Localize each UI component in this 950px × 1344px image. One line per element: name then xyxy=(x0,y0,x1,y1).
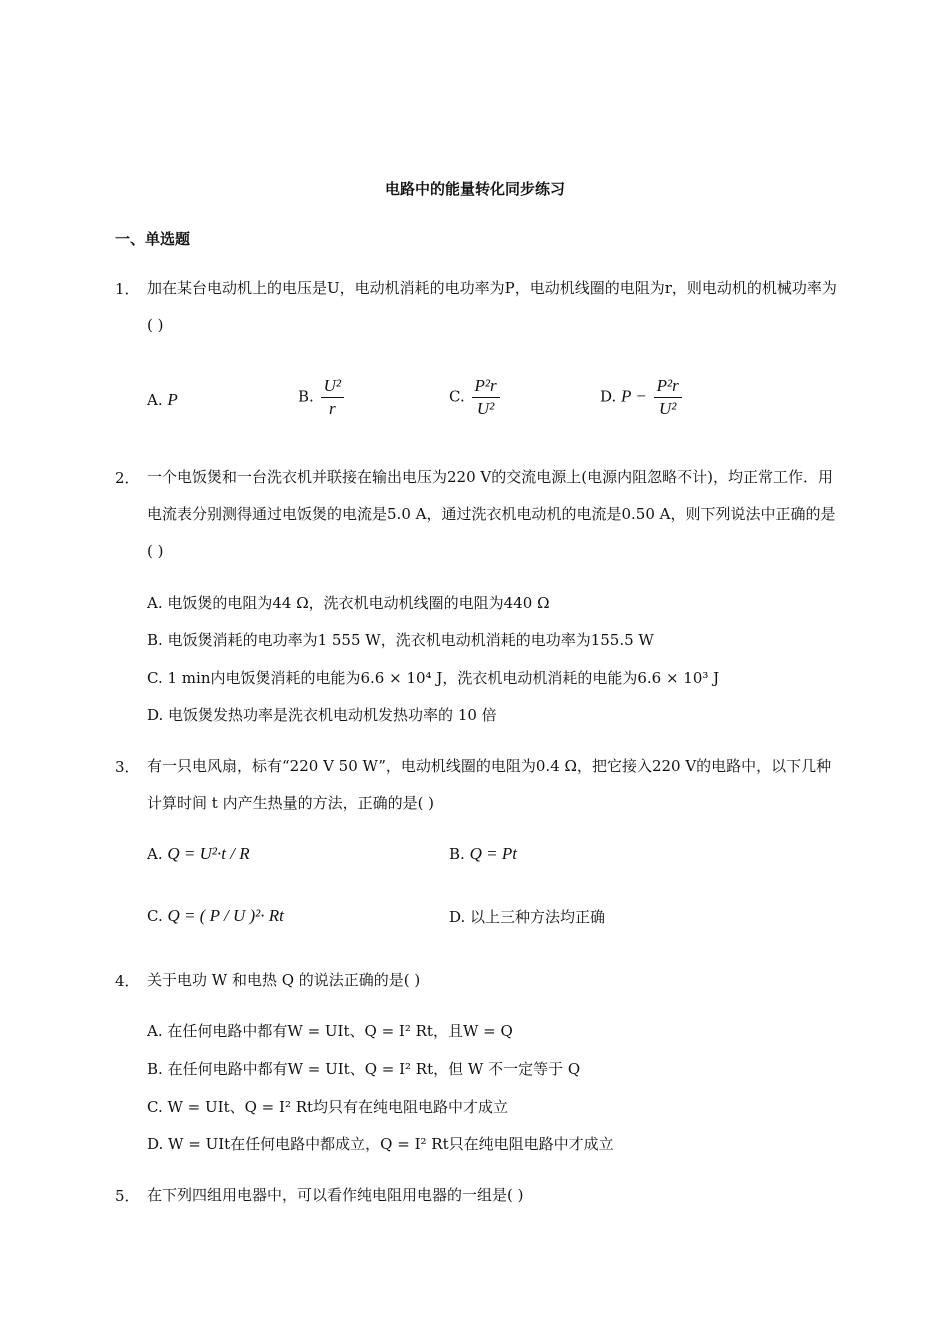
fraction-numerator: U² xyxy=(321,375,344,398)
option-fraction xyxy=(321,375,344,420)
question-text: 一个电饭煲和一台洗衣机并联接在输出电压为220 V的交流电源上(电源内阻忽略不计)，均正常工作．用电流表分别测得通过电饭煲的电流是5.0 A，通过洗衣机电动机的电流是0.50 A，则下列说法中正确的是( ) xyxy=(147,468,836,560)
option-label: B. xyxy=(449,845,465,863)
question-text: 关于电功 W 和电热 Q 的说法正确的是( ) xyxy=(147,971,421,989)
option-d[interactable] xyxy=(147,704,497,725)
option-a[interactable] xyxy=(147,592,550,613)
question-number: 5． xyxy=(115,1187,140,1205)
option-text: 以上三种方法均正确 xyxy=(470,908,606,926)
option-text: 1 min内电饭煲消耗的电能为6.6 × 10⁴ J，洗衣机电动机消耗的电能为6.6 × 10³ J xyxy=(167,669,720,687)
option-label: A. xyxy=(147,1022,163,1040)
option-a[interactable] xyxy=(147,844,250,864)
option-label: C. xyxy=(147,907,163,925)
option-text: 电饭煲消耗的电功率为1 555 W，洗衣机电动机消耗的电功率为155.5 W xyxy=(167,631,654,649)
option-d[interactable] xyxy=(147,1133,614,1154)
question-text: 有一只电风扇，标有“220 V 50 W”，电动机线圈的电阻为0.4 Ω，把它接入220 V的电路中，以下几种计算时间 t 内产生热量的方法，正确的是( ) xyxy=(147,757,832,812)
option-label: A. xyxy=(147,845,163,863)
option-fraction xyxy=(472,375,500,420)
option-b[interactable] xyxy=(147,1058,580,1079)
option-c[interactable] xyxy=(147,1096,508,1117)
option-label: B. xyxy=(298,387,314,406)
option-label: D. xyxy=(147,706,164,724)
option-formula: Q = ( P / U )²· Rt xyxy=(167,906,284,925)
question-text: 加在某台电动机上的电压是U，电动机消耗的电功率为P，电动机线圈的电阻为r，则电动机的机械功率为( ) xyxy=(147,279,837,334)
option-text: W = UIt在任何电路中都成立，Q = I² Rt只在纯电阻电路中才成立 xyxy=(168,1135,614,1153)
fraction-denominator: U² xyxy=(659,399,677,418)
question-number: 3． xyxy=(115,758,140,776)
option-formula: Q = U²·t / R xyxy=(167,844,250,863)
question-number: 2． xyxy=(115,469,140,487)
option-label: B. xyxy=(147,1060,163,1078)
option-fraction xyxy=(654,375,682,420)
option-formula: Q = Pt xyxy=(469,844,517,863)
option-a[interactable] xyxy=(147,390,178,410)
option-text: 在任何电路中都有W = UIt、Q = I² Rt，但 W 不一定等于 Q xyxy=(167,1060,581,1078)
section-heading: 一、单选题 xyxy=(115,230,191,248)
option-text: W = UIt、Q = I² Rt均只有在纯电阻电路中才成立 xyxy=(167,1098,509,1116)
page-title: 电路中的能量转化同步练习 xyxy=(384,180,565,198)
option-text: 电饭煲的电阻为44 Ω，洗衣机电动机线圈的电阻为440 Ω xyxy=(167,594,550,612)
option-label: C. xyxy=(147,1098,163,1116)
option-d[interactable] xyxy=(600,375,684,420)
option-label: C. xyxy=(449,387,465,406)
option-label: A. xyxy=(147,594,163,612)
option-label: D. xyxy=(147,1135,164,1153)
fraction-denominator: r xyxy=(328,399,336,418)
option-label: B. xyxy=(147,631,163,649)
option-text: 在任何电路中都有W = UIt、Q = I² Rt，且W = Q xyxy=(167,1022,513,1040)
option-a[interactable] xyxy=(147,1020,513,1041)
option-label: A. xyxy=(147,391,163,409)
option-c[interactable] xyxy=(449,375,502,420)
fraction-numerator: P²r xyxy=(654,375,682,398)
option-c[interactable] xyxy=(147,906,284,926)
option-b[interactable] xyxy=(449,844,517,864)
question-text: 在下列四组用电器中，可以看作纯电阻用电器的一组是( ) xyxy=(147,1186,524,1204)
option-formula-prefix: P − xyxy=(621,386,647,406)
question-number: 4． xyxy=(115,972,140,990)
fraction-numerator: P²r xyxy=(472,375,500,398)
fraction-denominator: U² xyxy=(476,399,495,418)
option-label: C. xyxy=(147,669,163,687)
option-formula: P xyxy=(167,390,178,409)
option-label: D. xyxy=(600,387,617,406)
option-text: 电饭煲发热功率是洗衣机电动机发热功率的 10 倍 xyxy=(168,706,497,724)
option-b[interactable] xyxy=(298,375,346,420)
option-b[interactable] xyxy=(147,629,654,650)
option-label: D. xyxy=(449,908,466,926)
option-d[interactable] xyxy=(449,906,605,927)
question-number: 1． xyxy=(115,280,140,298)
option-c[interactable] xyxy=(147,667,719,688)
